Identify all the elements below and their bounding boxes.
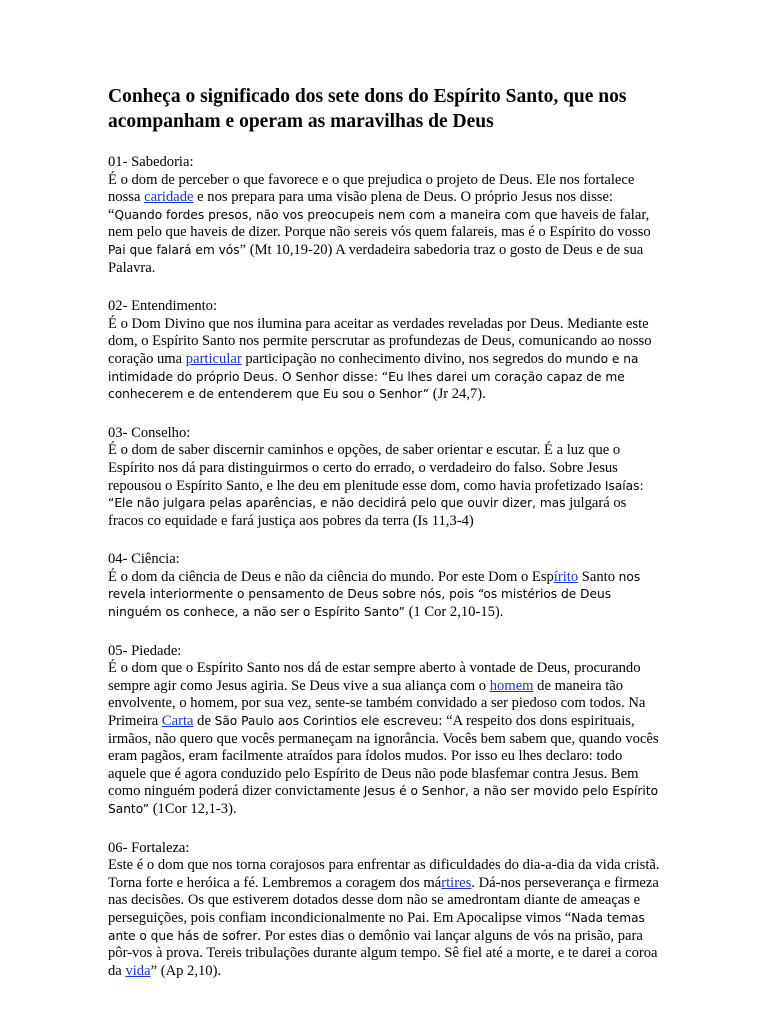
section-conselho — [108, 425, 660, 531]
link-particular[interactable]: particular — [185, 350, 242, 367]
section-heading: 02- Entendimento: — [108, 298, 218, 315]
section-body — [108, 172, 660, 278]
section-heading: 01- Sabedoria: — [108, 154, 194, 170]
page-title: Conheça o significado dos sete dons do Espírito Santo, que nos acompanham e operam as maravilhas de Deus — [108, 86, 627, 132]
body-text: É o Dom Divino que nos ilumina para aceitar as verdades reveladas por Deus. Mediante este dom, o Espírito Santo nos permite perscrutar as profundezas de Deus, comunicando ao nosso coração uma — [108, 315, 652, 367]
link-homem[interactable]: homem — [489, 677, 534, 694]
body-text: participação no conhecimento divino, nos segredos do — [241, 350, 566, 367]
body-text: ” (Ap 2,10). — [150, 962, 222, 979]
body-text: . Por estes dias o demônio vai lançar alguns de vós na prisão, para pôr-vos à prova. Tereis tribulações durante algum tempo. Sê fiel até a morte, e te darei a coroa da — [108, 927, 658, 979]
body-text: É o dom que o Espírito Santo nos dá de estar sempre aberto à vontade de Deus, procurando sempre agir como Jesus agiria. Se Deus vive a sua aliança com o — [108, 660, 641, 694]
link-espirito[interactable]: írito — [553, 568, 579, 585]
body-text: de — [193, 713, 215, 730]
document-page — [108, 84, 660, 1001]
quote-text: São Paulo aos Corintios ele escreveu — [214, 714, 439, 729]
body-text: de maneira tão envolvente, o homem, por sua vez, sente-se também convidado a ser piedoso com todos. Na Primeira — [108, 677, 646, 730]
section-body — [108, 857, 660, 980]
body-text: É o dom de saber discernir caminhos e opções, de saber orientar e escutar. É a luz que o Espírito nos dá para distinguirmos o certo do errado, o verdadeiro do falso. Sobre Jesus repousou o Espírito Santo, e lhe deu em plenitude esse dom, como havia profetizado — [108, 442, 621, 494]
section-body — [108, 660, 660, 818]
quote-text: Nada temas ante o que hás de sofrer — [108, 910, 645, 943]
quote-text: Isaías: “Ele não julgara pelas aparências, e não decidirá pelo que ouvir dizer, mas — [108, 478, 644, 511]
link-martires[interactable]: rtires — [441, 874, 472, 891]
section-heading: 06- Fortaleza: — [108, 839, 190, 856]
body-text: . Dá-nos perseverança e firmeza nas decisões. Os que estiverem dotados desse dom não se amedrontam diante de ameaças e perseguições, pois confiam incondicionalmente no Pai. Em Apocalipse vimos “ — [108, 874, 659, 926]
body-text: : “A respeito dos dons espirituais, irmãos, não quero que vocês permaneçam na ignorância. Vocês bem sabem que, quando vocês eram pagãos, eram facilmente atraídos para ídolos mudos. Por isso eu lhes declaro: todo aquele que é agora conduzido pelo Espírito de Deus não pode blasfemar contra Jesus. Bem como ninguém poderá dizer convictamente — [108, 713, 659, 800]
section-body — [108, 569, 660, 622]
body-text: (1Cor 12,1-3). — [149, 801, 237, 817]
section-heading: 03- Conselho: — [108, 424, 191, 441]
quote-text: Pai que falará em vós — [108, 242, 240, 257]
body-text: Santo — [578, 568, 619, 585]
body-text: julgará os fracos co equidade e fará justiça aos pobres da terra (Is 11,3-4) — [108, 495, 627, 529]
link-vida[interactable]: vida — [125, 962, 151, 979]
link-caridade[interactable]: caridade — [144, 189, 194, 206]
section-sabedoria — [108, 154, 660, 277]
body-text: haveis de falar, nem pelo que haveis de dizer. Porque não sereis vós quem falareis, mas é o Espírito do vosso — [108, 206, 651, 241]
body-text: É o dom de perceber o que favorece e o que prejudica o projeto de Deus. Ele nos fortalece nossa — [108, 171, 635, 206]
quote-text: Jesus é o Senhor, a não ser movido pelo Espírito Santo” — [108, 784, 659, 816]
section-heading: 04- Ciência: — [108, 551, 180, 568]
body-text: Este é o dom que nos torna corajosos para enfrentar as dificuldades do dia-a-dia da vida cristã. Torna forte e heróica a fé. Lembremos a coragem dos má — [108, 857, 660, 891]
body-text: (1 Cor 2,10-15). — [404, 604, 504, 621]
section-body — [108, 442, 660, 530]
section-body — [108, 316, 660, 404]
section-piedade — [108, 643, 660, 819]
body-text: (Jr 24,7). — [429, 386, 486, 403]
body-text: É o dom da ciência de Deus e não da ciência do mundo. Por este Dom o Esp — [108, 568, 554, 585]
section-entendimento — [108, 298, 660, 404]
quote-text: mundo e na intimidade do próprio Deus. O Senhor disse: “Eu lhes darei um coração capaz de me conhecerem e de entenderem que Eu sou o Senhor” — [108, 351, 639, 402]
link-carta[interactable]: Carta — [161, 713, 194, 730]
section-fortaleza — [108, 840, 660, 981]
section-heading: 05- Piedade: — [108, 642, 182, 659]
quote-text: Quando fordes presos, não vos preocupeis nem com a maneira com que — [114, 207, 558, 222]
body-text: e nos prepara para uma visão plena de Deus. O próprio Jesus nos disse: “ — [108, 189, 613, 223]
body-text: ” (Mt 10,19-20) A verdadeira sabedoria traz o gosto de Deus e de sua Palavra. — [108, 241, 644, 276]
section-ciencia — [108, 551, 660, 621]
quote-text: nos revela interiormente o pensamento de Deus sobre nós, pois “os mistérios de Deus ninguém os conhece, a não ser o Espírito Santo” — [108, 569, 641, 620]
